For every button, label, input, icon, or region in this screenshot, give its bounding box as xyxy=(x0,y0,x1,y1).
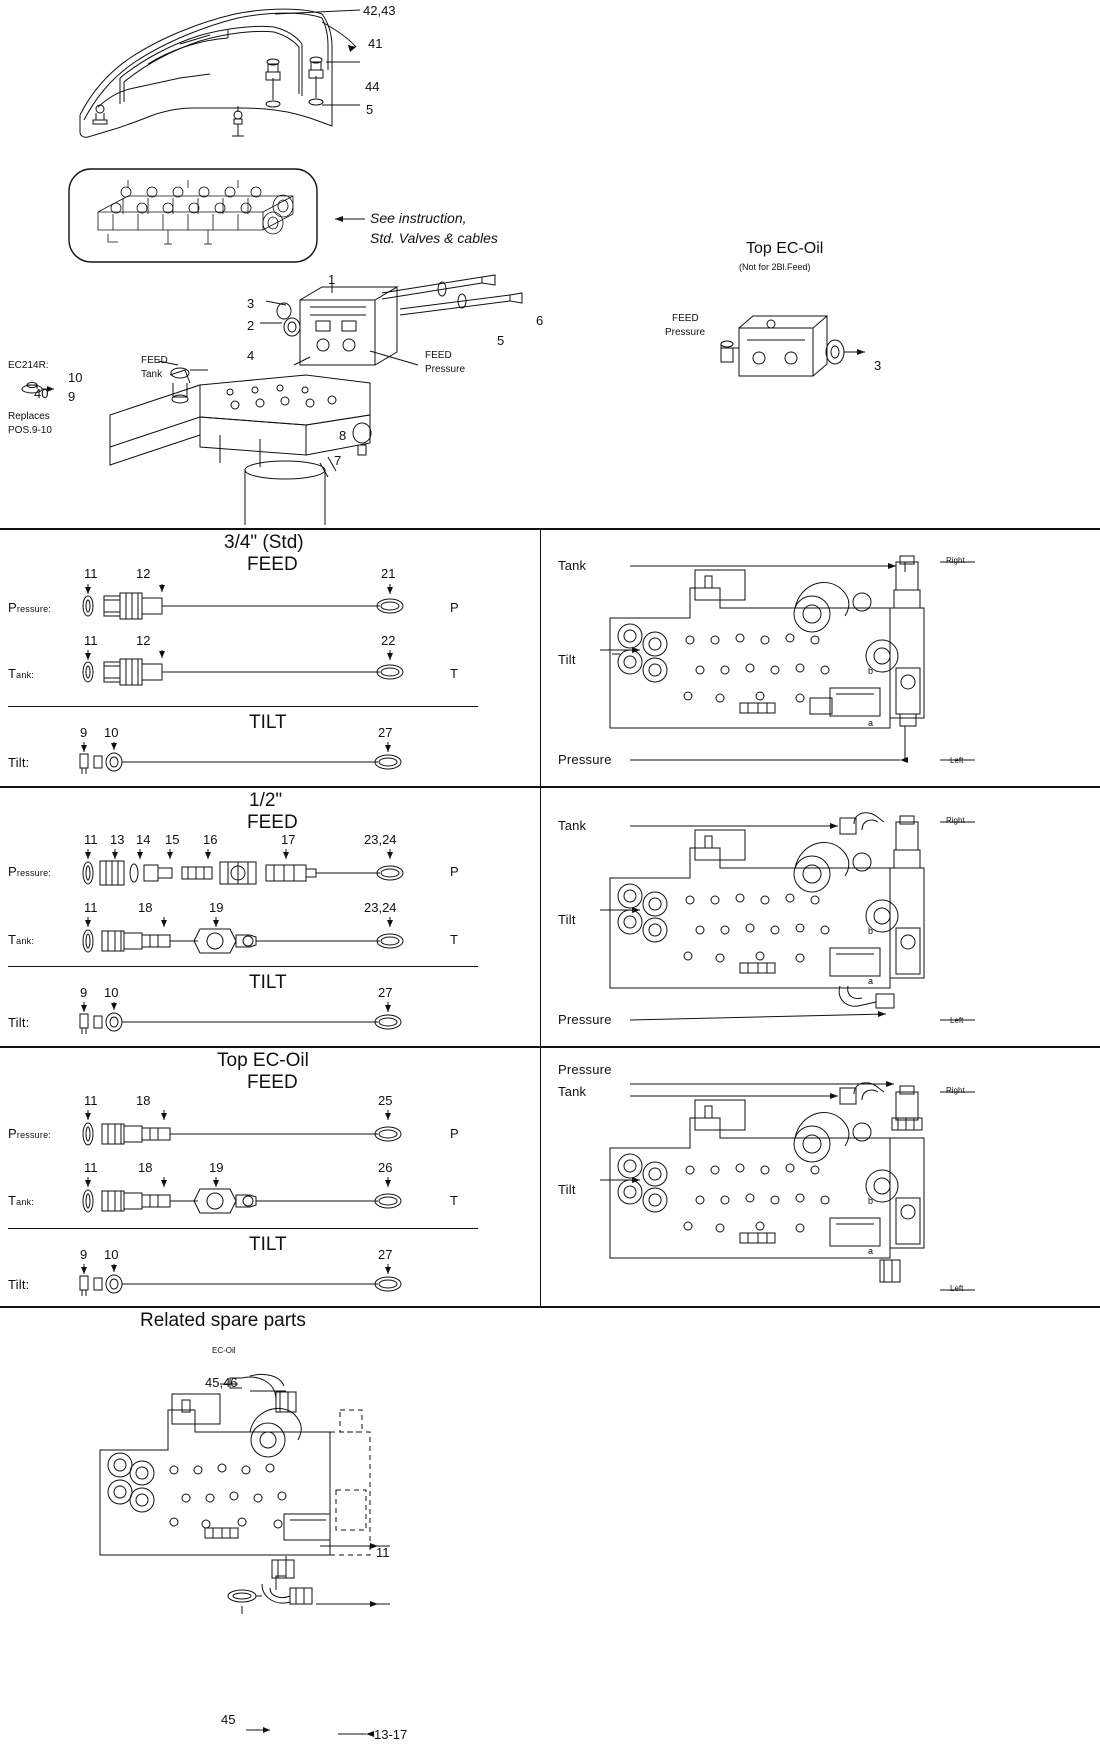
callout-4: 4 xyxy=(247,348,255,363)
s3-r2-end-part: 26 xyxy=(378,1160,393,1175)
related-leader-45 xyxy=(246,1722,282,1738)
s3-r2-parts-illustration xyxy=(70,1173,490,1217)
section-3-row-2-label xyxy=(8,1193,34,1208)
s2-tilt-label: Tilt: xyxy=(8,1015,30,1030)
s3-tilt-illustration xyxy=(70,1260,490,1300)
related-heading: Related spare parts xyxy=(140,1310,306,1331)
section-2-tilt-heading: TILT xyxy=(249,972,287,993)
s2-tilt-illustration xyxy=(70,998,490,1038)
callout-10: 10 xyxy=(68,370,83,385)
s2-r1-part-11: 11 xyxy=(84,832,98,847)
s2-r1-port: P xyxy=(450,864,459,879)
related-valve-illustration xyxy=(90,1370,410,1750)
s2-tilt-part-10: 10 xyxy=(104,985,119,1000)
callout-3: 3 xyxy=(247,296,255,311)
section-1-tilt-heading: TILT xyxy=(249,712,287,733)
s3-schem-left-label: Left xyxy=(950,1284,964,1293)
row-label-main: P xyxy=(8,1126,17,1141)
machine-hood-illustration xyxy=(60,0,460,170)
s1-tilt-label: Tilt: xyxy=(8,755,30,770)
s2-tilt-arrows xyxy=(600,890,650,930)
s2-r2-part-18: 18 xyxy=(138,900,153,915)
s3-r1-part-18: 18 xyxy=(136,1093,151,1108)
callout-5-top: 5 xyxy=(366,102,374,117)
s3-r2-port: T xyxy=(450,1193,459,1208)
row-label-main: T xyxy=(8,932,17,947)
svg-text:b: b xyxy=(868,1196,874,1206)
section-2-subheading: FEED xyxy=(247,812,298,833)
s1-valve-schematic xyxy=(600,548,980,778)
s3-r2-part-11: 11 xyxy=(84,1160,98,1175)
row-label-sub: ank: xyxy=(16,670,34,680)
s3-r1-parts-illustration xyxy=(70,1106,490,1150)
callout-9: 9 xyxy=(68,389,76,404)
s1-r2-parts-illustration xyxy=(70,646,490,686)
s2-tilt-divider xyxy=(8,966,478,967)
top-ec-oil-pressure-label: Pressure xyxy=(665,327,706,338)
row-label-sub: ank: xyxy=(16,1197,34,1207)
s2-schem-right-label: Right xyxy=(946,816,965,825)
s2-schem-tilt-label: Tilt xyxy=(558,912,576,927)
s1-schem-tank-label xyxy=(558,558,586,573)
svg-text:a: a xyxy=(868,976,874,986)
s2-tilt-part-9: 9 xyxy=(80,985,88,1000)
s2-r1-parts-illustration xyxy=(70,845,490,889)
divider-4 xyxy=(0,1306,1100,1308)
section-1-row-2-label xyxy=(8,666,34,681)
s1-tilt-divider xyxy=(8,706,478,707)
callout-6: 6 xyxy=(536,313,544,328)
s3-schem-tank-label: Tank xyxy=(558,1084,587,1099)
s2-tilt-end-part: 27 xyxy=(378,985,393,1000)
top-ec-oil-illustration xyxy=(705,300,885,390)
divider-1 xyxy=(0,528,1100,530)
callout-5: 5 xyxy=(497,333,505,348)
row-label-sub: ank: xyxy=(16,936,34,946)
s1-r2-port: T xyxy=(450,666,459,681)
s2-r1-part-15: 15 xyxy=(165,832,180,847)
instruction-note-line2: Std. Valves & cables xyxy=(370,230,498,246)
s3-tilt-label: Tilt: xyxy=(8,1277,30,1292)
s2-valve-schematic xyxy=(600,808,980,1038)
s3-r1-part-11: 11 xyxy=(84,1093,98,1108)
row-label-sub: ressure: xyxy=(16,604,51,614)
callout-42-43: 42,43 xyxy=(363,3,396,18)
related-callout-11: 11 xyxy=(376,1545,390,1560)
s3-schem-pressure-label: Pressure xyxy=(558,1062,612,1077)
s3-schem-right-label: Right xyxy=(946,1086,965,1095)
svg-text:a: a xyxy=(868,718,874,728)
s2-r1-part-14: 14 xyxy=(136,832,151,847)
s2-r1-end-part: 23,24 xyxy=(364,832,397,847)
row-label-main: P xyxy=(8,600,17,615)
s1-r1-end-part: 21 xyxy=(381,566,396,581)
svg-text:b: b xyxy=(868,666,874,676)
top-ec-oil-subtitle: (Not for 2Bl.Feed) xyxy=(739,262,811,272)
s2-r1-part-16: 16 xyxy=(203,832,218,847)
s3-r1-port: P xyxy=(450,1126,459,1141)
ec214r-label: EC214R: xyxy=(8,360,49,371)
related-sub-label: EC-Oil xyxy=(212,1346,236,1355)
row-label-main: T xyxy=(8,666,17,681)
section-2-heading: 1/2" xyxy=(249,790,283,811)
ec214r-replaces-line2: POS.9-10 xyxy=(8,425,52,436)
s1-r2-part-11: 11 xyxy=(84,633,98,648)
top-ec-oil-feed-label: FEED xyxy=(672,313,699,324)
section-2-row-2-label xyxy=(8,932,34,947)
divider-2 xyxy=(0,786,1100,788)
section-2-row-1-label xyxy=(8,864,51,879)
s2-r1-part-17: 17 xyxy=(281,832,296,847)
svg-text:a: a xyxy=(868,1246,874,1256)
s1-tilt-part-9: 9 xyxy=(80,725,88,740)
related-leader-13-17 xyxy=(338,1726,378,1742)
section-1-heading: 3/4" (Std) xyxy=(224,532,304,553)
s2-r2-parts-illustration xyxy=(70,913,490,957)
s3-schem-tilt-label: Tilt xyxy=(558,1182,576,1197)
feed-tank-label-1: FEED xyxy=(141,355,168,366)
s2-r1-part-13: 13 xyxy=(110,832,125,847)
instruction-note-line1: See instruction, xyxy=(370,210,467,226)
s2-r2-part-19: 19 xyxy=(209,900,224,915)
callout-2: 2 xyxy=(247,318,255,333)
s2-r2-end-part: 23,24 xyxy=(364,900,397,915)
s1-schem-pressure-label: Pressure xyxy=(558,752,612,767)
s1-r1-port: P xyxy=(450,600,459,615)
section-3-tilt-heading: TILT xyxy=(249,1234,287,1255)
ec214r-arrow-number: 40 xyxy=(34,386,49,401)
divider-3 xyxy=(0,1046,1100,1048)
valve-assembly-illustration xyxy=(70,265,550,525)
svg-text:b: b xyxy=(868,926,874,936)
s3-valve-schematic xyxy=(600,1078,980,1300)
related-callout-45: 45 xyxy=(221,1712,236,1727)
s2-r2-part-11: 11 xyxy=(84,900,98,915)
row-label-sub: ressure: xyxy=(16,868,51,878)
s1-tilt-illustration xyxy=(70,738,490,778)
s3-tilt-arrows xyxy=(600,1160,650,1200)
feed-pressure-label-2: Pressure xyxy=(425,364,466,375)
section-3-row-1-label xyxy=(8,1126,51,1141)
row-label-sub: ressure: xyxy=(16,1130,51,1140)
divider-vertical xyxy=(540,528,541,1306)
s3-tilt-part-9: 9 xyxy=(80,1247,88,1262)
s3-r1-end-part: 25 xyxy=(378,1093,393,1108)
s1-r2-part-12: 12 xyxy=(136,633,151,648)
s1-schem-right-label: Right xyxy=(946,556,965,565)
related-callout-45-46: 45,46 xyxy=(205,1375,238,1390)
related-callout-13-17: 13-17 xyxy=(374,1727,408,1742)
s1-schem-tilt-label: Tilt xyxy=(558,652,576,667)
s1-tilt-part-10: 10 xyxy=(104,725,119,740)
feed-tank-label-2: Tank xyxy=(141,369,163,380)
callout-7: 7 xyxy=(334,453,342,468)
instruction-arrow xyxy=(325,213,365,225)
related-leader-45-46 xyxy=(250,1383,300,1403)
callout-41: 41 xyxy=(368,36,383,51)
top-ec-oil-callout-3: 3 xyxy=(874,358,882,373)
callout-1: 1 xyxy=(328,272,336,287)
s1-r1-part-11: 11 xyxy=(84,566,98,581)
section-1-row-1-label xyxy=(8,600,51,615)
section-1-subheading: FEED xyxy=(247,554,298,575)
s1-tilt-arrows xyxy=(600,630,650,670)
callout-8: 8 xyxy=(339,428,347,443)
s1-r1-parts-illustration xyxy=(70,580,490,620)
s3-r2-part-19: 19 xyxy=(209,1160,224,1175)
s3-tilt-part-10: 10 xyxy=(104,1247,119,1262)
s1-r2-end-part: 22 xyxy=(381,633,396,648)
callout-44: 44 xyxy=(365,79,380,94)
s1-schem-left-label: Left xyxy=(950,756,964,765)
tank-text: Tank xyxy=(558,558,587,573)
s1-r1-part-12: 12 xyxy=(136,566,151,581)
instruction-valve-box xyxy=(68,168,318,263)
ec214r-replaces-line1: Replaces xyxy=(8,411,50,422)
s1-tilt-end-part: 27 xyxy=(378,725,393,740)
section-3-subheading: FEED xyxy=(247,1072,298,1093)
s2-schem-left-label: Left xyxy=(950,1016,964,1025)
s3-tilt-end-part: 27 xyxy=(378,1247,393,1262)
top-ec-oil-title: Top EC-Oil xyxy=(746,240,824,257)
row-label-main: T xyxy=(8,1193,17,1208)
s3-r2-part-18: 18 xyxy=(138,1160,153,1175)
section-3-heading: Top EC-Oil xyxy=(217,1050,309,1071)
row-label-main: P xyxy=(8,864,17,879)
feed-pressure-label-1: FEED xyxy=(425,350,452,361)
s2-schem-pressure-label: Pressure xyxy=(558,1012,612,1027)
s2-r2-port: T xyxy=(450,932,459,947)
s3-tilt-divider xyxy=(8,1228,478,1229)
s2-schem-tank-label: Tank xyxy=(558,818,587,833)
